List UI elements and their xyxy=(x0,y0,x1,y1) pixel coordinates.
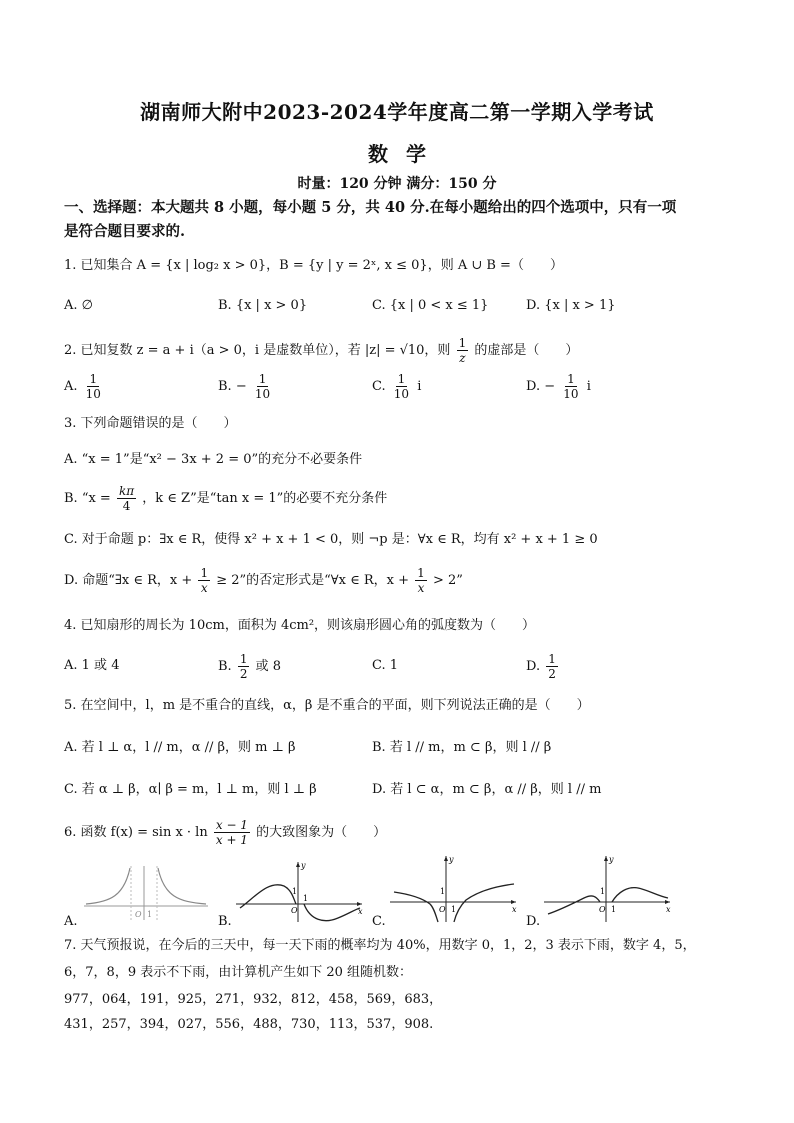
q3-option-b-text-b: ，k ∈ Z”是“tan x = 1”的必要不充分条件 xyxy=(142,491,388,506)
q4-option-b-den: 2 xyxy=(239,667,248,681)
q2-fraction xyxy=(457,336,469,365)
q3-option-d-num-2: 1 xyxy=(417,566,425,580)
q6-text-b: 的大致图象为（ ） xyxy=(256,825,387,840)
q2-option-c-den: 10 xyxy=(393,387,410,401)
q3-option-d-text-c: > 2” xyxy=(432,573,463,588)
q6-graph-b-right-curve xyxy=(304,904,360,921)
q6-graph-b-y-label: y xyxy=(301,861,306,870)
q4-option-b-frac xyxy=(238,652,250,681)
q3-option-c: C. 对于命题 p：∃x ∈ R，使得 x² + x + 1 < 0，则 ¬p 是：∀x ∈ R，均有 x² + x + 1 ≥ 0 xyxy=(64,532,598,547)
q3-option-b-text-a: B. “x = xyxy=(64,491,111,506)
q2-option-a xyxy=(64,372,105,401)
q2-option-d-suffix: i xyxy=(586,379,591,394)
q5-option-d: D. 若 l ⊂ α，m ⊂ β，α // β，则 l // m xyxy=(372,782,602,797)
section-heading-line2: 是符合题目要求的. xyxy=(64,223,186,240)
q6-graph-c-y-label: y xyxy=(449,855,454,864)
q4-option-b-suffix: 或 8 xyxy=(255,659,282,674)
q6-graph-a-right-branch xyxy=(158,868,206,904)
q6-option-b-label: B. xyxy=(218,914,232,929)
q2-option-b-label: B. xyxy=(218,379,232,394)
q6-graph-d xyxy=(542,852,674,924)
q2-option-c-num: 1 xyxy=(397,372,406,386)
q6-graph-c-tick-1: 1 xyxy=(451,905,457,914)
question-7-line3: 977，064，191，925，271，932，812，458，569，683， xyxy=(64,992,443,1007)
q2-text-a: 2. 已知复数 z = a + i（a > 0，i 是虚数单位），若 |z| = √10，则 xyxy=(64,343,451,358)
q6-graph-b-x-arrow xyxy=(357,902,362,906)
question-7-line2: 6，7，8，9 表示不下雨，由计算机产生如下 20 组随机数： xyxy=(64,965,413,980)
q6-graph-b-y-arrow xyxy=(296,862,300,867)
q6-frac-num: x − 1 xyxy=(215,818,248,832)
q2-option-d-frac xyxy=(561,372,580,401)
q2-option-a-label: A. xyxy=(64,379,78,394)
q6-graph-d-right-curve xyxy=(612,888,668,902)
q3-option-a: A. “x = 1”是“x² − 3x + 2 = 0”的充分不必要条件 xyxy=(64,452,363,467)
q3-option-d-frac-2 xyxy=(415,566,427,595)
q2-option-d-num: 1 xyxy=(567,372,575,386)
q2-option-a-num: 1 xyxy=(89,372,98,386)
q2-option-b-den: 10 xyxy=(254,387,271,401)
q2-option-b-sign: − xyxy=(235,379,247,394)
q6-graph-a-left-branch xyxy=(86,868,130,904)
time-info: 时量：120 分钟 满分：150 分 xyxy=(297,176,497,192)
q6-graph-c-origin: O xyxy=(439,905,446,914)
question-7-line1: 7. 天气预报说，在今后的三天中，每一天下雨的概率均为 40%，用数字 0，1，2，3 表示下雨，数字 4，5， xyxy=(64,938,696,953)
q4-option-b-num: 1 xyxy=(239,652,248,666)
q6-graph-d-tick-1y: 1 xyxy=(600,887,606,896)
q6-graph-c-tick-1y: 1 xyxy=(440,887,446,896)
q2-option-a-frac xyxy=(84,372,103,401)
q4-option-c: C. 1 xyxy=(372,658,399,673)
q6-text-a: 6. 函数 f(x) = sin x · ln xyxy=(64,825,208,840)
q4-option-b xyxy=(218,652,281,681)
q6-fraction xyxy=(214,818,250,847)
q2-option-b-num: 1 xyxy=(258,372,267,386)
q4-option-d xyxy=(526,652,560,681)
q4-option-d-label: D. xyxy=(526,659,541,674)
q2-option-c-suffix: i xyxy=(417,379,422,394)
q2-option-b xyxy=(218,372,274,401)
q4-option-d-num: 1 xyxy=(548,652,556,666)
q6-graph-a xyxy=(80,862,212,924)
q6-graph-c-x-arrow xyxy=(511,900,516,904)
question-4: 4. 已知扇形的周长为 10cm，面积为 4cm²，则该扇形圆心角的弧度数为（ ） xyxy=(64,618,536,633)
q6-graph-c xyxy=(388,852,520,924)
question-5: 5. 在空间中，l，m 是不重合的直线，α，β 是不重合的平面，则下列说法正确的是（ ） xyxy=(64,698,590,713)
q1-option-c: C. {x | 0 < x ≤ 1} xyxy=(372,298,489,313)
q6-graph-b-origin: O xyxy=(291,906,298,915)
question-7-line4: 431，257，394，027，556，488，730，113，537，908. xyxy=(64,1017,434,1032)
q2-option-d-label: D. xyxy=(526,379,541,394)
q2-option-c-frac xyxy=(392,372,411,401)
q6-graph-a-tick-1: 1 xyxy=(147,910,153,919)
q3-option-d-text-a: D. 命题“∃x ∈ R，x + xyxy=(64,573,193,588)
q6-graph-d-left-curve xyxy=(548,896,600,914)
q3-option-b-frac xyxy=(117,484,136,513)
q6-option-a-label: A. xyxy=(64,914,78,929)
q4-option-d-den: 2 xyxy=(548,667,556,681)
question-2 xyxy=(64,336,578,365)
q1-option-a: A. ∅ xyxy=(64,298,93,313)
q6-graph-d-origin: O xyxy=(599,905,606,914)
q2-frac-num: 1 xyxy=(458,336,467,350)
q4-option-b-label: B. xyxy=(218,659,232,674)
q3-option-d-num-1: 1 xyxy=(200,566,209,580)
q1-option-d: D. {x | x > 1} xyxy=(526,298,616,313)
q2-text-b: 的虚部是（ ） xyxy=(474,343,579,358)
q6-graph-b-tick-1y: 1 xyxy=(292,887,298,896)
q5-option-a: A. 若 l ⊥ α，l // m，α // β，则 m ⊥ β xyxy=(64,740,296,755)
question-6 xyxy=(64,818,386,847)
q3-option-d-frac-1 xyxy=(198,566,210,595)
q6-graph-a-origin: O xyxy=(135,910,142,919)
q4-option-d-frac xyxy=(546,652,558,681)
q2-option-a-den: 10 xyxy=(85,387,101,401)
question-3: 3. 下列命题错误的是（ ） xyxy=(64,416,237,431)
q6-graph-c-left-curve xyxy=(394,892,438,922)
exam-title: 湖南师大附中2023-2024学年度高二第一学期入学考试 xyxy=(140,100,654,124)
q2-frac-den: z xyxy=(459,351,466,365)
q5-option-b: B. 若 l // m，m ⊂ β，则 l // β xyxy=(372,740,552,755)
q4-option-a: A. 1 或 4 xyxy=(64,658,120,673)
q6-graph-b-x-label: x xyxy=(358,907,363,916)
q3-option-d-den-2: x xyxy=(417,581,425,595)
q2-option-c-label: C. xyxy=(372,379,386,394)
q6-graph-b xyxy=(234,858,366,924)
q2-option-d-sign: − xyxy=(544,379,556,394)
q3-option-b-num: kπ xyxy=(118,484,135,498)
q2-option-b-frac xyxy=(253,372,272,401)
q6-graph-d-y-label: y xyxy=(609,855,614,864)
q6-graph-c-x-label: x xyxy=(512,905,517,914)
q6-option-d-label: D. xyxy=(526,914,541,929)
section-heading-line1: 一、选择题：本大题共 8 小题，每小题 5 分，共 40 分.在每小题给出的四个选项中，只有一项 xyxy=(64,199,677,216)
q1-option-b: B. {x | x > 0} xyxy=(218,298,308,313)
q6-graph-d-tick-1: 1 xyxy=(611,905,617,914)
q2-option-c xyxy=(372,372,421,401)
q2-option-d xyxy=(526,372,591,401)
q3-option-d-text-b: ≥ 2”的否定形式是“∀x ∈ R，x + xyxy=(216,573,410,588)
q6-frac-den: x + 1 xyxy=(215,833,248,847)
q6-graph-c-right-curve xyxy=(454,884,514,922)
subject-title: 数学 xyxy=(368,142,444,166)
q3-option-d-den-1: x xyxy=(200,581,208,595)
q6-graph-d-x-label: x xyxy=(666,905,671,914)
q3-option-b xyxy=(64,484,387,513)
q6-graph-b-left-curve xyxy=(240,885,296,908)
q6-graph-d-y-arrow xyxy=(604,856,608,861)
q6-option-c-label: C. xyxy=(372,914,386,929)
q3-option-d xyxy=(64,566,463,595)
q6-graph-c-y-arrow xyxy=(444,856,448,861)
question-1: 1. 已知集合 A = {x | log₂ x > 0}，B = {y | y = 2ˣ, x ≤ 0}，则 A ∪ B =（ ） xyxy=(64,258,563,273)
q6-graph-b-tick-1: 1 xyxy=(303,894,309,903)
q3-option-b-den: 4 xyxy=(122,499,131,513)
q2-option-d-den: 10 xyxy=(563,387,579,401)
q6-graph-d-x-arrow xyxy=(665,900,670,904)
q5-option-c: C. 若 α ⊥ β，α∣ β = m，l ⊥ m，则 l ⊥ β xyxy=(64,782,317,797)
